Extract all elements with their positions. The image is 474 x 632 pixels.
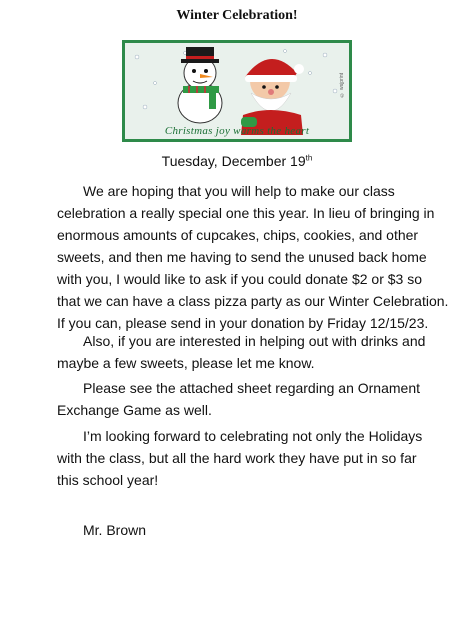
- signature: Mr. Brown: [83, 522, 147, 538]
- paragraph-line: that we can have a class pizza party as our Winter Celebration.: [57, 293, 449, 309]
- paragraph-line: We are hoping that you will help to make our class: [83, 183, 395, 199]
- paragraph-closing: [57, 425, 431, 491]
- paragraph-line: Please see the attached sheet regarding an Ornament: [83, 380, 420, 396]
- paragraph-line: with you, I would like to ask if you could donate $2 or $3 so: [57, 271, 422, 287]
- paragraph-line: sweets, and then me having to send the unused back home: [57, 249, 427, 265]
- letter-date: [0, 153, 474, 169]
- date-text: Tuesday, December 19: [161, 153, 306, 169]
- paragraph-line: maybe a few sweets, please let me know.: [57, 355, 315, 371]
- paragraph-line: Exchange Game as well.: [57, 402, 212, 418]
- paragraph-ornament: [57, 377, 431, 421]
- paragraph-line: I’m looking forward to celebrating not only the Holidays: [83, 428, 423, 444]
- paragraph-line: If you can, please send in your donation by Friday 12/15/23.: [57, 315, 429, 331]
- paragraph-line: with the class, but all the hard work they have put in so far: [57, 450, 417, 466]
- clipart-banner: Christmas joy warms the heart: [164, 125, 310, 137]
- paragraph-line: celebration a really special one this year. In lieu of bringing in: [57, 205, 435, 221]
- paragraph-donation: [57, 180, 449, 334]
- snowman-and-santa-icon: [122, 40, 352, 142]
- clipart-copyright: © wsjprint: [339, 73, 345, 98]
- paragraph-line: Also, if you are interested in helping out with drinks and: [83, 333, 426, 349]
- paragraph-drinks: [57, 330, 431, 374]
- date-suffix: th: [305, 153, 313, 163]
- page-title: Winter Celebration!: [176, 8, 298, 23]
- paragraph-line: this school year!: [57, 472, 159, 488]
- paragraph-line: enormous amounts of cupcakes, chips, cookies, and other: [57, 227, 419, 243]
